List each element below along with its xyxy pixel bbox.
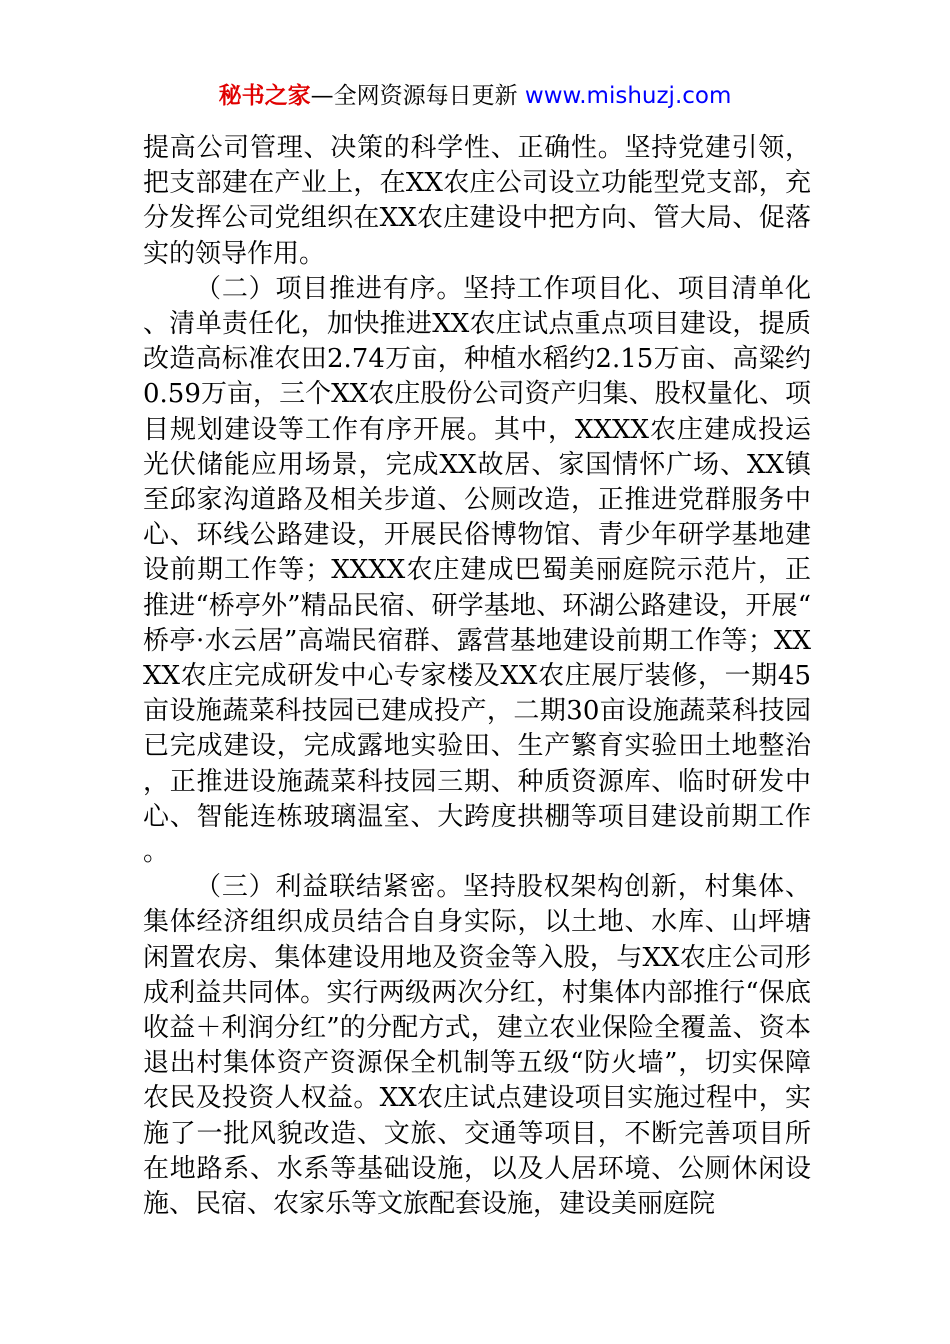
header-tagline: —全网资源每日更新	[310, 83, 525, 109]
site-url-link[interactable]: www.mishuzj.com	[524, 83, 732, 109]
site-header	[0, 80, 950, 112]
paragraph-continuation: 提高公司管理、决策的科学性、正确性。坚持党建引领，把支部建在产业上，在XX农庄公司设立功能型党支部，充分发挥公司党组织在XX农庄建设中把方向、管大局、促落实的领导作用。	[143, 133, 811, 269]
brand-name: 秘书之家	[218, 83, 311, 109]
paragraph-project-progress: （二）项目推进有序。坚持工作项目化、项目清单化、清单责任化，加快推进XX农庄试点重点项目建设，提质改造高标准农田2.74万亩，种植水稻约2.15万亩、高粱约0.59万亩，三个XX农庄股份公司资产归集、股权量化、项目规划建设等工作有序开展。其中，XXXX农庄建成投运光伏储能应用场景，完成XX故居、家国情怀广场、XX镇至邱家沟道路及相关步道、公厕改造，正推进党群服务中心、环线公路建设，开展民俗博物馆、青少年研学基地建设前期工作等；XXXX农庄建成巴蜀美丽庭院示范片，正推进“桥亭外”精品民宿、研学基地、环湖公路建设，开展“桥亭·水云居”高端民宿群、露营基地建设前期工作等；XXXX农庄完成研发中心专家楼及XX农庄展厅装修，一期45亩设施蔬菜科技园已建成投产，二期30亩设施蔬菜科技园已完成建设，完成露地实验田、生产繁育实验田土地整治，正推进设施蔬菜科技园三期、种质资源库、临时研发中心、智能连栋玻璃温室、大跨度拱棚等项目建设前期工作。	[143, 273, 811, 868]
document-body	[143, 131, 811, 1222]
paragraph-interest-linkage: （三）利益联结紧密。坚持股权架构创新，村集体、集体经济组织成员结合自身实际，以土地、水库、山坪塘闲置农房、集体建设用地及资金等入股，与XX农庄公司形成利益共同体。实行两级两次分红，村集体内部推行“保底收益＋利润分红”的分配方式，建立农业保险全覆盖、资本退出村集体资产资源保全机制等五级“防火墙”，切实保障农民及投资人权益。XX农庄试点建设项目实施过程中，实施了一批风貌改造、文旅、交通等项目，不断完善项目所在地路系、水系等基础设施，以及人居环境、公厕休闲设施、民宿、农家乐等文旅配套设施，建设美丽庭院	[143, 872, 811, 1220]
